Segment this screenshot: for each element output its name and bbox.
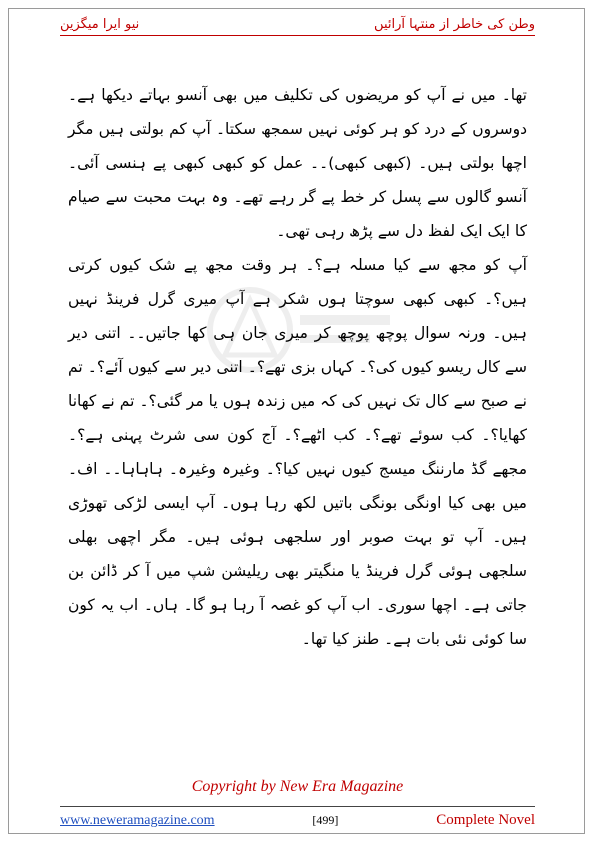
page-number: [499] — [312, 813, 339, 827]
page-header — [60, 8, 535, 36]
page-footer — [60, 806, 535, 830]
paragraph: آپ کو مجھ سے کیا مسلہ ہے؟۔ ہر وقت مجھ پے شک کیوں کرتی ہیں؟۔ کبھی کبھی سوچتا ہوں شکر ہے آپ میری گرل فرینڈ نہیں ہیں۔ ورنہ سوال پوچھ پوچھ کر میری جان ہی کھا جاتیں۔۔ اتنی دیر سے کال ریسو کیوں کی؟۔ کہاں بزی تھے؟۔ اتنی دیر سے کیوں آئے؟۔ تم نے صبح سے کال تک نہیں کی کہ میں زندہ ہوں یا مر گئی؟۔ تم نے کھانا کھایا؟۔ کب سوئے تھے؟۔ کب اٹھے؟۔ آج کون سی شرٹ پہنی ہے؟۔ مجھے گڈ مارننگ میسج کیوں نہیں کیا؟۔ وغیرہ وغیرہ۔ ہاہاہا۔۔ اف۔ میں بھی کیا اونگی بونگی باتیں لکھ رہا ہوں۔ آپ ایسی لڑکی تھوڑی ہیں۔ آپ تو بہت صوبر اور سلجھی ہوئی ہیں۔ مگر اچھی بھلی سلجھی ہوئی گرل فرینڈ یا منگیتر بھی ریلیشن شپ میں آ کر ڈائن بن جاتی ہے۔ اچھا سوری۔ اب آپ کو غصہ آ رہا ہو گا۔ ہاں۔ اب یہ کون سا کوئی نئی بات ہے۔ طنز کیا تھا۔ — [68, 256, 527, 648]
magazine-name: نیو ایرا میگزین — [60, 17, 140, 32]
paragraph: تھا۔ میں نے آپ کو مریضوں کی تکلیف میں بھی آنسو بہاتے دیکھا ہے۔ دوسروں کے درد کو ہر کوئی نہیں سمجھ سکتا۔ آپ کم بولتی ہیں مگر اچھا بولتی ہیں۔ (کبھی کبھی)۔۔ عمل کو کبھی کبھی پے ہنسی آئی۔ آنسو گالوں سے پسل کر خط پے گر رہے تھے۔ وہ بہت محبت سے صیام کا ایک ایک لفظ دل سے پڑھ رہی تھی۔ — [68, 86, 527, 240]
novel-title: وطن کی خاطر از منتہا آرائیں — [374, 17, 535, 32]
footer-label: Complete Novel — [436, 812, 535, 828]
copyright-notice: Copyright by New Era Magazine — [191, 778, 404, 795]
novel-body-text — [68, 78, 527, 656]
website-link[interactable]: www.neweramagazine.com — [60, 812, 215, 828]
